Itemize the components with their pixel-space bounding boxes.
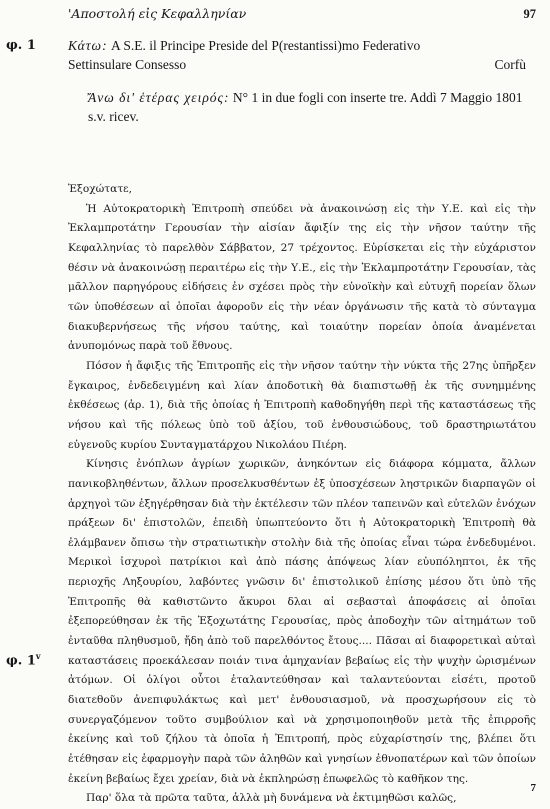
running-title: 'Αποστολή εἰς Κεφαλληνίαν (68, 6, 247, 21)
salutation: Ἐξοχώτατε, (68, 183, 133, 195)
page-number: 97 (523, 7, 536, 21)
folio-note-1: φ. 1 (6, 38, 36, 53)
signature-mark: 7 (530, 782, 536, 794)
folio-note-1v (6, 651, 41, 668)
ano-label: Ἄνω δι' ἑτέρας χειρός: (88, 90, 230, 105)
other-hand-note (88, 88, 526, 126)
kato-label: Κάτω: (68, 38, 108, 53)
other-hand-text: N° 1 in due fogli con inserte tre. Addì 7 Maggio 1801 s.v. ricev. (88, 90, 523, 124)
folio-note-1v-sup: v (35, 651, 41, 661)
address-destination: Corfù (494, 57, 526, 72)
folio-note-1v-main: φ. 1 (6, 653, 36, 669)
paragraph-1: Ἡ Αὐτοκρατορικὴ Ἐπιτροπὴ σπεύδει νὰ ἀνακοινώσῃ εἰς τὴν Υ.Ε. καὶ εἰς τὴν Ἐκλαμπροτάτην Γερουσίαν τὴν αἰσίαν ἄφιξίν της εἰς τὴν νῆσον ταύτην τῆς Κεφαλληνίας τὸ παρελθὸν Σάββατον, 27 τρέχοντος. Εὑρίσκεται εἰς τὴν εὐχάριστον θέσιν νὰ ἀνακοινώσῃ περαιτέρω εἰς τὴν Υ.Ε., εἰς τὴν Ἐκλαμπροτάτην Γερουσίαν, τὰς μᾶλλον παρηγόρους εἰδήσεις ἐν σχέσει πρὸς τὴν εὐνοϊκὴν καὶ εὐτυχῆ πορείαν ὅλων τῶν ὑποθέσεων αἱ ὁποῖαι ἀφοροῦν εἰς τὴν νέαν ὀργάνωσιν τῆς κατὰ τὸ σύνταγμα διακυβερνήσεως τῆς νήσου ταύτης, καὶ τοιαύτην πορείαν ὁποία ἀναμένεται ἀνυπομόνως παρὰ τοῦ ἔθνους. (68, 202, 536, 353)
address-line-1: A S.E. il Principe Preside del P(restantissi)mo Federativo (110, 38, 421, 53)
address-line-2: Settinsulare Consesso (68, 57, 187, 72)
paragraph-2: Πόσον ἡ ἄφιξις τῆς Ἐπιτροπῆς εἰς τὴν νῆσον ταύτην τὴν νύκτα τῆς 27ης ὑπῆρξεν ἔγκαιρος, ἐνδεδειγμένη καὶ λίαν ἀποδοτικὴ θὰ διαπιστωθῇ ἐκ τῆς συνημμένης ἐκθέσεως (ἀρ. 1), διὰ τῆς ὁποίας ἡ Ἐπιτροπὴ καθοδηγήθη περὶ τῆς καταστάσεως τῆς νήσου καὶ τῆς πόλεως ὑπὸ τοῦ ἀξίου, τοῦ ἐνθουσιώδους, τοῦ δραστηριωτάτου εὐγενοῦς κυρίου Συνταγματάρχου Νικολάου Πιέρη. (68, 359, 536, 451)
address-block (68, 36, 526, 74)
paragraph-4: Παρ' ὅλα τὰ πρῶτα ταῦτα, ἀλλὰ μὴ δυνάμενα νὰ ἐκτιμηθῶσι καλῶς, (86, 792, 457, 805)
letter-body (68, 180, 536, 809)
paragraph-3: Κίνησις ἐνόπλων ἀγρίων χωρικῶν, ἀνηκόντων εἰς διάφορα κόμματα, ἄλλων πανικοβληθέντων, ἄλλων προσελκυσθέντων ἐξ ὑποσχέσεων ληστρικῶν διαρπαγῶν οἱ ἀρχηγοὶ τῶν ἐξηγέρθησαν διὰ τὴν ἐκτέλεσιν τῶν πλέον ταπεινῶν καὶ εὐτελῶν ἐνόχων πράξεων δι' ἐπιστολῶν, ἐπειδὴ ὑπωπτεύοντο ὅτι ἡ Αὐτοκρατορικὴ Ἐπιτροπὴ θὰ ἐλάμβανεν ὄπισω τὴν στρατιωτικὴν στολὴν διὰ τῆς ὁποίας εἶναι τώρα ἐνδεδυμένοι. Μερικοὶ ἰσχυροὶ πατρίκιοι καὶ ἀπὸ πάσης ἀπόψεως λίαν εὐυπόληπτοι, ἐκ τῆς περιοχῆς Ληξουρίου, λαβόντες γνῶσιν δι' ἐπιστολικοῦ ἐπίσης μέσου ὅτι ὑπὸ τῆς Ἐπιτροπῆς θὰ καθιστῶντο ἄκυροι δλαι αἱ σεβασταὶ ἀποφάσεις αἱ ὁποῖαι ἐξεπορεύθησαν ἐκ τῆς Ἐξοχωτάτης Γερουσίας, πρὸς ἀποδοχὴν τῶν αἰτημάτων τοῦ ἐνταῦθα πληθυσμοῦ, ἤδη ἀπὸ τοῦ παρελθόντος ἔτους.... Πᾶσαι αἱ διαφορετικαὶ αὐταὶ καταστάσεις προεκάλεσαν ποιάν τινα ἀμηχανίαν βεβαίως εἰς τὴν ψυχὴν ὡρισμένων ἀτόμων. Οἱ ὀλίγοι οὗτοι ἐταλαντεύθησαν καὶ ταλαντεύονται εἰσέτι, προτοῦ διατεθοῦν ἀνεπιφυλάκτως καὶ μετ' ἐνθουσιασμοῦ, νὰ προσχωρήσουν εἰς τὸ συνεργαζόμενον τοῦτο συμβούλιον καὶ νὰ χρησιμοποιηθοῦν μετὰ τῆς ἐπιρροῆς ἐκείνης καὶ τοῦ ζήλου τὰ ὁποῖα ἡ Ἐπιτροπή, πρὸς εὐχαρίστησίν της, βλέπει ὅτι ἐτέθησαν εἰς ἐφαρμογὴν παρὰ τῶν ἀληθῶν καὶ γνησίων ἐθνοπατέρων καὶ τῶν ὁποίων ἐκείνη βεβαίως ἔχει χρείαν, διὰ νὰ ἐκπληρώσῃ ἐπωφελῶς τὸ καθῆκον της. (68, 458, 536, 785)
running-header (68, 6, 536, 22)
